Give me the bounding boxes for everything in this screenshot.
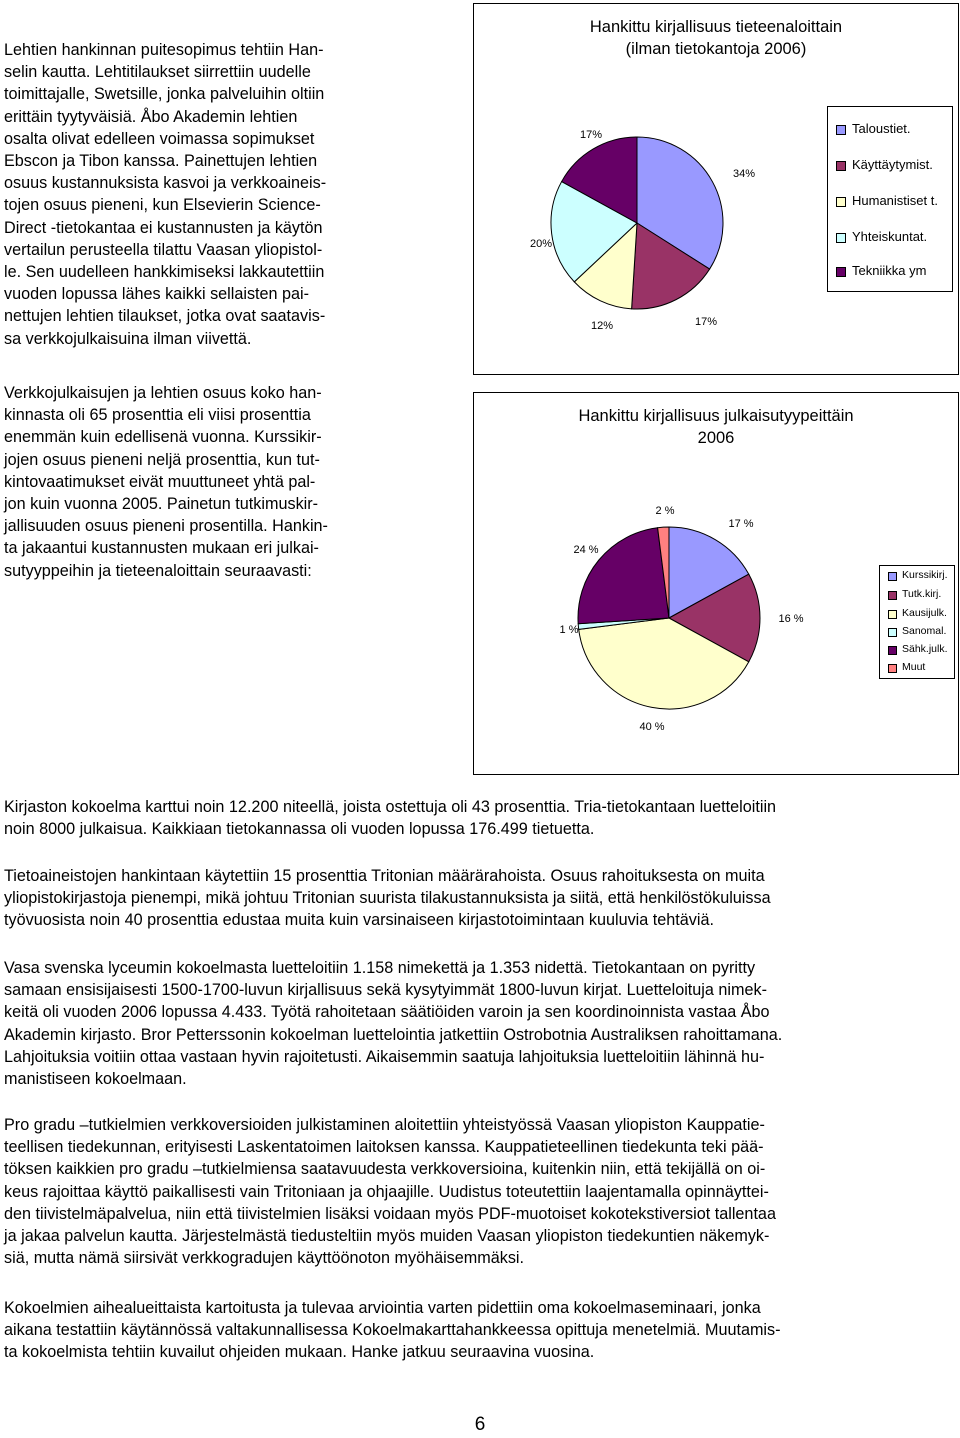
slice-value-label: 24 %	[573, 544, 599, 556]
legend-label: Humanistiset t.	[852, 193, 938, 208]
legend-swatch	[836, 267, 846, 277]
bottom-paragraph-5	[4, 1297, 781, 1364]
text-line: selin kautta. Lehtitilaukset siirrettiin uudelle	[4, 63, 311, 82]
legend-label: Taloustiet.	[852, 121, 911, 136]
text-line: työvuosista noin 40 prosenttia edustaa muita kuin varsinaiseen kirjastotoimintaan kuuluvia tehtäviä.	[4, 911, 714, 930]
legend-label: Muut	[902, 661, 926, 673]
slice-value-label: 1 %	[559, 624, 579, 636]
slice-value-label: 20%	[529, 238, 553, 250]
legend-label: Käyttäytymist.	[852, 157, 933, 172]
legend-swatch	[888, 610, 897, 619]
slice-value-label: 40 %	[639, 721, 665, 733]
text-line: Tietoaineistojen hankintaan käytettiin 15 prosenttia Tritonian määrärahoista. Osuus rahoituksesta on muita	[4, 867, 765, 885]
text-line: töksen kaikkien pro gradu –tutkielmiensa saatavuudesta verkkoversioina, kuitenkin niin, että tekijällä on oi-	[4, 1160, 766, 1179]
chart-title-line: (ilman tietokantoja 2006)	[625, 40, 807, 58]
text-line: yliopistokirjastoja pienempi, mikä johtuu Tritonian suurista tilakustannuksista ja siitä, että henkilöstökuluissa	[4, 889, 771, 908]
legend-swatch	[836, 161, 846, 171]
text-line: sutyyppeihin ja tieteenaloittain seuraavasti:	[4, 561, 312, 580]
text-line: Vasa svenska lyceumin kokoelmasta luetteloitiin 1.158 nimekettä ja 1.353 nidettä. Tietokantaan on pyritty	[4, 959, 756, 977]
text-line: noin 8000 julkaisua. Kaikkiaan tietokannassa oli vuoden lopussa 176.499 tietuetta.	[4, 820, 595, 839]
text-line: erittäin tyytyväisiä. Åbo Akademin lehtien	[4, 107, 298, 126]
text-line: teellisen tiedekunnan, erityisesti Laskentatoimen laitoksen kanssa. Kauppatieteellinen tiedekunta teki pää-	[4, 1138, 764, 1157]
text-line: Ebscon ja Tibon kanssa. Painettujen lehtien	[4, 152, 318, 171]
text-line: le. Sen uudelleen hankkimiseksi lakkautettiin	[4, 263, 325, 282]
slice-value-label: 34%	[732, 168, 756, 180]
legend-swatch	[836, 125, 846, 135]
text-line: osalta olivat edelleen voimassa sopimukset	[4, 129, 315, 148]
text-line: siä, mutta nämä siirsivät verkkogradujen käyttöönoton myöhäisemmäksi.	[4, 1249, 525, 1268]
legend-swatch	[888, 664, 897, 673]
text-line: sa verkkojulkaisuina ilman viivettä.	[4, 329, 252, 348]
text-line: ja jakaa palvelun kautta. Järjestelmästä tiedusteltiin myös muiden Vaasan yliopiston tiedekuntien näkemyk-	[4, 1227, 770, 1246]
text-line: jon kuin vuonna 2005. Painetun tutkimuskir-	[4, 495, 319, 514]
text-line: osuus kustannuksista kasvoi ja verkkoaineis-	[4, 174, 327, 193]
legend-swatch	[836, 233, 846, 243]
chart-legend	[879, 565, 955, 679]
legend-swatch	[888, 646, 897, 655]
text-line: den tiivistelmäpalvelua, niin että tiivistelmien lisäksi voidaan myös PDF-muotoiset kokotekstiversiot tallentaa	[4, 1204, 776, 1223]
pie-chart-disciplines	[473, 3, 959, 375]
legend-label: Yhteiskuntat.	[852, 229, 928, 244]
chart-title-line: Hankittu kirjallisuus julkaisutyypeittäin	[578, 407, 854, 425]
text-line: Verkkojulkaisujen ja lehtien osuus koko han-	[4, 384, 322, 402]
slice-value-label: 17%	[694, 316, 718, 328]
left-paragraph-1	[4, 39, 326, 350]
text-line: tojen osuus pieneni, kun Elsevierin Science-	[4, 196, 321, 215]
text-line: aikana testattiin käytännössä valtakunnallisessa Kokoelmakarttahankkeessa opittuja menetelmiä. Muutamis-	[4, 1321, 781, 1340]
slice-value-label: 16 %	[778, 613, 804, 625]
legend-label: Tekniikka ym	[852, 263, 927, 278]
text-line: toimittajalle, Swetsille, jonka palveluihin oltiin	[4, 85, 325, 104]
text-line: keitä oli vuoden 2006 lopussa 4.433. Työtä rahoitetaan säätiöiden varoin ja sen koordinoinnista vastaa Åbo	[4, 1003, 770, 1022]
text-line: kinnasta oli 65 prosenttia eli viisi prosenttia	[4, 406, 311, 425]
legend-swatch	[836, 197, 846, 207]
text-line: jallisuuden osuus pieneni prosentilla. Hankin-	[4, 517, 328, 536]
text-line: Pro gradu –tutkielmien verkkoversioiden julkistaminen aloitettiin yhteistyössä Vaasan yliopiston Kauppatie-	[4, 1116, 765, 1134]
legend-label: Sanomal.	[902, 625, 947, 637]
text-line: kintovaatimukset eivät muuttuneet yhtä pal-	[4, 472, 316, 491]
legend-swatch	[888, 628, 897, 637]
bottom-paragraph-2	[4, 865, 771, 932]
chart-title-line: 2006	[697, 429, 735, 447]
text-line: nettujen lehtien tilaukset, jotka ovat saatavis-	[4, 307, 326, 326]
bottom-paragraph-3	[4, 957, 782, 1090]
text-line: ta jakaantui kustannusten mukaan eri julkai-	[4, 539, 319, 558]
text-line: enemmän kuin edellisenä vuonna. Kurssikir-	[4, 428, 322, 447]
text-line: Direct -tietokantaa ei kustannusten ja käytön	[4, 218, 323, 237]
bottom-paragraph-4	[4, 1114, 776, 1269]
text-line: samaan ensisijaisesti 1500-1700-luvun kirjallisuus sekä kysytyimmät 1800-luvun kirjat. Luetteloituja nimek-	[4, 981, 767, 1000]
text-line: vertailun perusteella tilattu Vaasan yliopistol-	[4, 240, 323, 259]
slice-value-label: 2 %	[655, 505, 675, 517]
text-line: keus rajoittaa käyttö paikallisesti vain Tritoniaan ja ohjaajille. Uudistus toteutettiin laajentamalla opinnäyttei-	[4, 1182, 769, 1201]
text-line: manistiseen kokoelmaan.	[4, 1070, 187, 1089]
pie-chart-publication-types	[473, 392, 959, 775]
slice-value-label: 12%	[590, 320, 614, 332]
slice-value-label: 17 %	[728, 518, 754, 530]
text-line: Lehtien hankinnan puitesopimus tehtiin Han-	[4, 41, 324, 59]
page-number: 6	[474, 1414, 486, 1435]
legend-swatch	[888, 591, 897, 600]
slice-value-label: 17%	[579, 129, 603, 141]
pie-slice	[578, 528, 669, 624]
text-line: vuoden lopussa lähes kaikki sellaisten pai-	[4, 285, 310, 304]
text-line: Kirjaston kokoelma karttui noin 12.200 niteellä, joista ostettuja oli 43 prosenttia. Tria-tietokantaan luetteloitiin	[4, 798, 777, 816]
text-line: Lahjoituksia voitiin ottaa vastaan hyvin rajoitetusti. Aikaisemmin saatuja lahjoituksia luetteloitiin lähinnä hu-	[4, 1047, 765, 1066]
legend-label: Tutk.kirj.	[902, 588, 942, 600]
chart-title-line: Hankittu kirjallisuus tieteenaloittain	[589, 18, 843, 36]
text-line: Akademin kirjasto. Bror Petterssonin kokoelman luettelointia jatkettiin Ostrobotnia Australiksen rahoittamana.	[4, 1025, 783, 1044]
legend-label: Kausijulk.	[902, 607, 947, 619]
text-line: Kokoelmien aihealueittaista kartoitusta ja tulevaa arviointia varten pidettiin oma kokoelmaseminaari, jonka	[4, 1299, 761, 1317]
left-paragraph-2	[4, 382, 328, 582]
bottom-paragraph-1	[4, 796, 776, 840]
chart-legend	[827, 106, 953, 292]
legend-label: Kurssikirj.	[902, 569, 948, 581]
legend-swatch	[888, 572, 897, 581]
text-line: jojen osuus pieneni neljä prosenttia, kun tut-	[4, 450, 320, 469]
text-line: ta kokoelmista tehtiin kuvailut ohjeiden mukaan. Hanke jatkuu seuraavina vuosina.	[4, 1343, 595, 1362]
legend-label: Sähk.julk.	[902, 643, 948, 655]
